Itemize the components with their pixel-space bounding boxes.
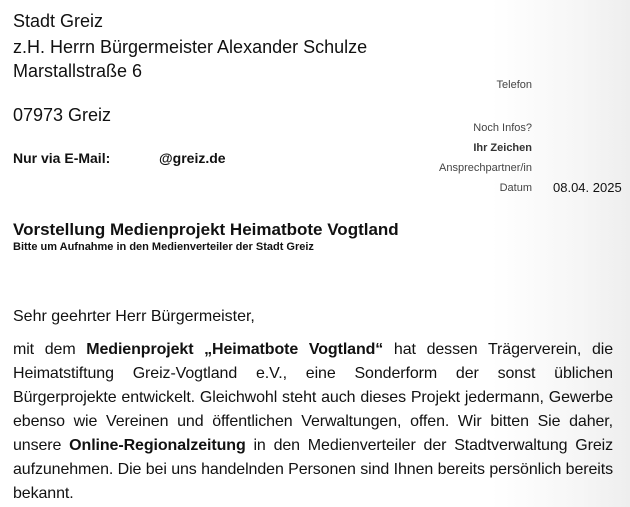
meta-datum-value: 08.04. 2025 <box>553 180 622 195</box>
meta-ihr-zeichen-label: Ihr Zeichen <box>473 142 532 154</box>
meta-telefon-label: Telefon <box>496 79 532 91</box>
recipient-attention: z.H. Herrn Bürgermeister Alexander Schulze <box>13 37 368 57</box>
body-text-segment: mit dem <box>13 341 87 358</box>
recipient-city: 07973 Greiz <box>13 105 112 125</box>
subject-title: Vorstellung Medienprojekt Heimatbote Vogtland <box>13 220 399 239</box>
email-label: Nur via E-Mail: <box>13 150 111 166</box>
body-emphasis-newspaper: Online-Regionalzeitung <box>69 437 246 454</box>
subject-subtitle: Bitte um Aufnahme in den Medienverteiler der Stadt Greiz <box>13 241 314 253</box>
email-row <box>13 150 226 166</box>
recipient-street: Marstallstraße 6 <box>13 61 143 81</box>
recipient-name: Stadt Greiz <box>13 11 104 31</box>
email-address[interactable]: @greiz.de <box>159 150 226 166</box>
meta-noch-infos-label: Noch Infos? <box>473 122 532 134</box>
body-text-segment: in den Medienverteiler der Stadtverwaltung Greiz aufzunehmen. Die bei uns handelnden Personen sind Ihnen bereits persönlich bereits bekannt. <box>13 437 614 502</box>
letter-body-paragraph <box>13 338 613 506</box>
meta-datum-label: Datum <box>499 182 532 194</box>
letter-greeting: Sehr geehrter Herr Bürgermeister, <box>13 308 255 325</box>
meta-ansprechpartner-label: Ansprechpartner/in <box>439 162 532 174</box>
body-emphasis-project: Medienprojekt „Heimatbote Vogtland“ <box>86 341 384 358</box>
body-text-segment: hat dessen Trägerverein, die Heimatstiftung Greiz-Vogtland e.V., eine Sonderform der sonst üblichen Bürgerprojekte entwickelt. Gleichwohl steht auch dieses Projekt jedermann, Gewerbe ebenso wie Vereinen und öffentlichen Verwaltungen, offen. Wir bitten Sie daher, unsere <box>13 341 613 454</box>
